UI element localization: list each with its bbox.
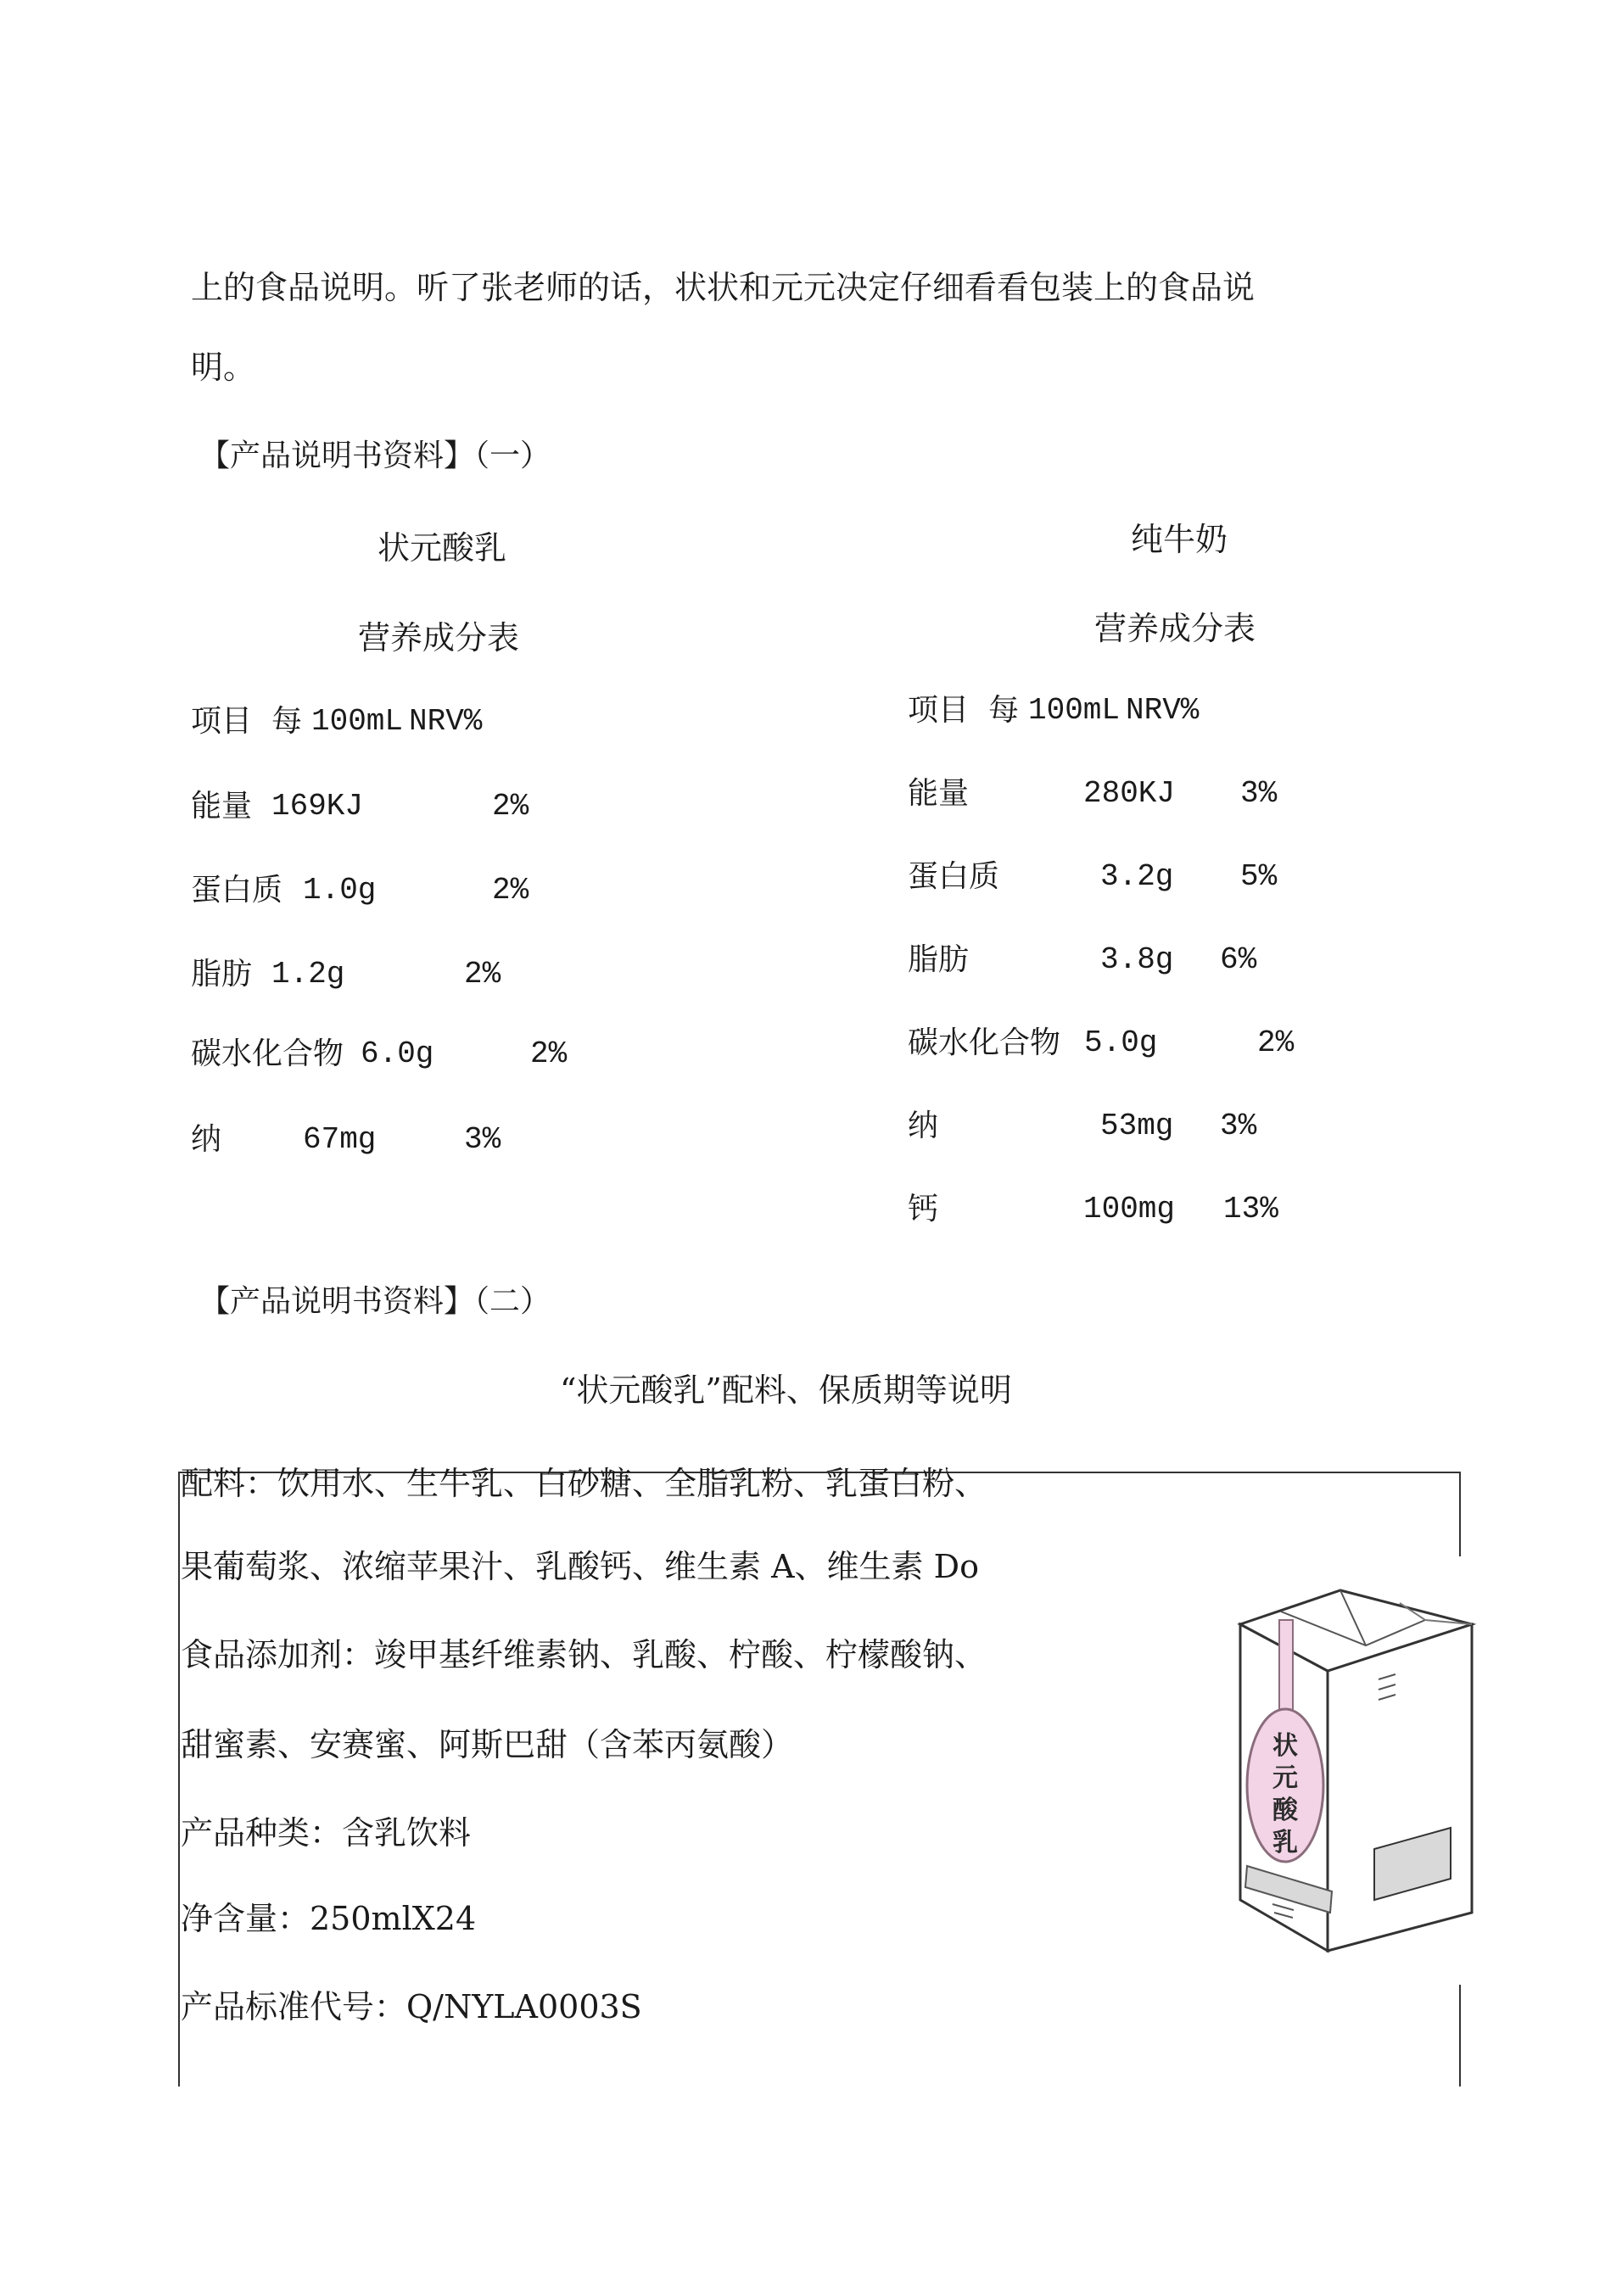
header-per: 每: [271, 704, 303, 739]
left-table-title: 状元酸乳: [378, 529, 507, 567]
row-item: 纳: [908, 1109, 939, 1143]
header-item: 项目: [191, 704, 253, 739]
header-amount: 100mL: [1028, 693, 1121, 728]
right-row-carbs: [908, 1025, 1552, 1062]
left-row-carbs: [191, 1036, 785, 1073]
section-1-heading: 【产品说明书资料】（一）: [199, 439, 551, 473]
row-item: 脂肪: [191, 957, 253, 992]
section-2-heading: 【产品说明书资料】（二）: [199, 1284, 551, 1319]
standard-code: 产品标准代号：Q/NYLA0003S: [181, 1988, 642, 2025]
header-nrv: NRV%: [1126, 693, 1200, 728]
row-nrv: 2%: [492, 873, 529, 908]
right-row-sodium: [908, 1111, 1552, 1145]
right-row-energy: [908, 776, 1552, 813]
right-row-fat: [908, 942, 1552, 979]
right-table-title: 纯牛奶: [1131, 521, 1228, 558]
frame-right-border-top: [1459, 1472, 1461, 1556]
label-char: 元: [1272, 1763, 1298, 1793]
right-row-calcium: [908, 1194, 1552, 1228]
net-content: 净含量：250mlX24: [181, 1900, 477, 1937]
label-char: 乳: [1272, 1828, 1298, 1857]
row-nrv: 3%: [464, 1122, 501, 1157]
row-nrv: 2%: [464, 957, 501, 992]
additives-line-1: 食品添加剂：竣甲基纤维素钠、乳酸、柠酸、柠檬酸钠、: [181, 1636, 987, 1673]
label-straw: [1279, 1620, 1293, 1722]
row-nrv: 3%: [1240, 776, 1278, 811]
row-amount: 53mg: [1100, 1109, 1174, 1143]
frame-right-border-bottom: [1459, 1985, 1461, 2087]
label-char: 酸: [1272, 1796, 1298, 1825]
left-row-fat: [191, 959, 785, 993]
additives-line-2: 甜蜜素、安赛蜜、阿斯巴甜（含苯丙氨酸）: [181, 1726, 794, 1763]
right-row-protein: [908, 859, 1552, 896]
row-nrv: 2%: [492, 789, 529, 824]
row-amount: 3.2g: [1100, 859, 1174, 894]
header-amount: 100mL: [311, 704, 404, 739]
row-amount: 280KJ: [1083, 776, 1176, 811]
row-item: 能量: [908, 776, 970, 811]
right-table-subtitle: 营养成分表: [1094, 610, 1256, 647]
row-item: 脂肪: [908, 942, 970, 977]
row-item: 钙: [908, 1192, 939, 1226]
row-nrv: 5%: [1240, 859, 1278, 894]
row-item: 碳水化合物: [908, 1025, 1061, 1060]
row-item: 纳: [191, 1122, 222, 1157]
row-nrv: 3%: [1220, 1109, 1257, 1143]
row-amount: 67mg: [303, 1122, 377, 1157]
ingredients-line-2: 果葡萄浆、浓缩苹果汁、乳酸钙、维生素 A、维生素 Do: [181, 1548, 979, 1585]
row-nrv: 13%: [1223, 1192, 1278, 1226]
yogurt-carton-illustration: [1230, 1586, 1485, 1959]
row-amount: 1.0g: [303, 873, 377, 908]
row-item: 碳水化合物: [191, 1036, 344, 1071]
left-row-sodium: [191, 1122, 785, 1159]
left-row-energy: [191, 791, 785, 825]
header-item: 项目: [908, 693, 970, 728]
row-nrv: 6%: [1220, 942, 1257, 977]
label-char: 状: [1272, 1731, 1298, 1761]
row-item: 能量: [191, 789, 253, 824]
row-nrv: 2%: [1257, 1025, 1295, 1060]
row-item: 蛋白质: [191, 873, 283, 908]
row-item: 蛋白质: [908, 859, 1000, 894]
intro-line-2: 明。: [191, 349, 256, 386]
section-2-title: “状元酸乳”配料、保质期等说明: [560, 1371, 1012, 1409]
header-per: 每: [988, 693, 1020, 728]
header-nrv: NRV%: [409, 704, 483, 739]
row-amount: 169KJ: [271, 789, 364, 824]
left-table-subtitle: 营养成分表: [358, 619, 520, 656]
carton-side-face: [1328, 1624, 1472, 1951]
right-table-header: [908, 693, 1502, 729]
intro-line-1: 上的食品说明。听了张老师的话，状状和元元决定仔细看看包装上的食品说: [191, 269, 1256, 306]
frame-left-border: [178, 1472, 180, 2087]
ingredients-line-1: 配料：饮用水、生牛乳、白砂糖、全脂乳粉、乳蛋白粉、: [181, 1465, 987, 1502]
row-amount: 100mg: [1083, 1192, 1176, 1226]
row-nrv: 2%: [530, 1036, 568, 1071]
row-amount: 3.8g: [1100, 942, 1174, 977]
row-amount: 1.2g: [271, 957, 345, 992]
product-type: 产品种类：含乳饮料: [181, 1814, 472, 1852]
left-table-header: [191, 704, 785, 740]
row-amount: 6.0g: [361, 1036, 434, 1071]
left-row-protein: [191, 875, 785, 909]
row-amount: 5.0g: [1084, 1025, 1158, 1060]
